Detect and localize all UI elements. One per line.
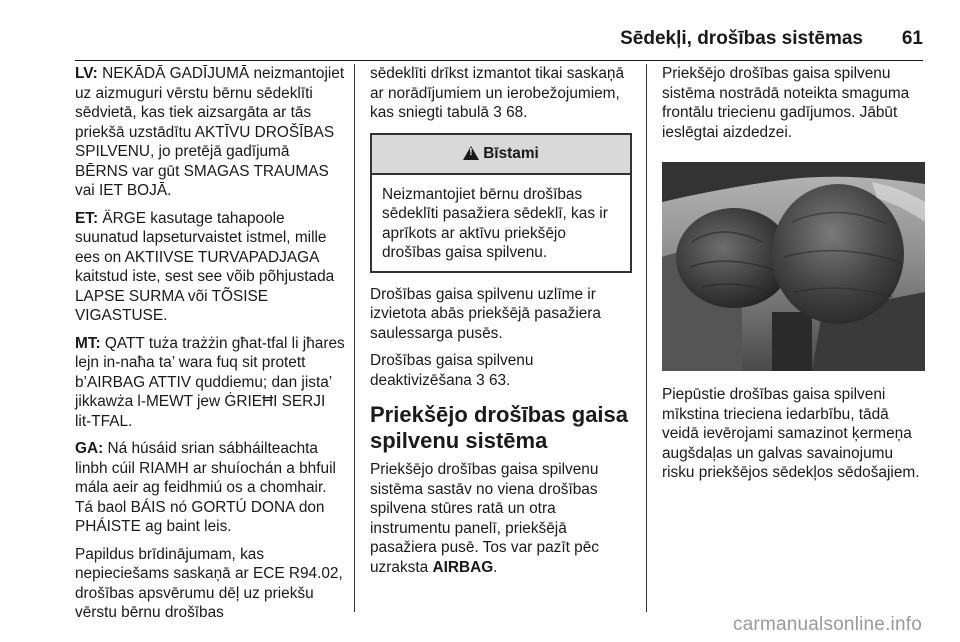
warning-irish — [75, 439, 345, 537]
lang-code-ga: GA: — [75, 440, 104, 457]
column-divider-1 — [354, 64, 355, 612]
danger-box-text: Neizmantojiet bērnu drošības sēdeklīti pasažiera sēdeklī, kas ir aprīkots ar aktīvu priekšējo drošības gaisa spilvenu. — [382, 185, 608, 261]
lang-code-lv: LV: — [75, 65, 98, 82]
table-reference-paragraph — [370, 64, 632, 123]
section-heading: Priekšējo drošības gaisa spilvenu sistēma — [370, 402, 629, 453]
additional-warning-text: Papildus brīdinājumam, kas nepieciešams saskaņā ar ECE R94.02, drošības apsvērumu dēļ uz priekšu vērstu bērnu drošības — [75, 545, 343, 621]
warning-latvian-text: NEKĀDĀ GADĪJUMĀ neizmantojiet uz aizmuguri vērstu bērnu sēdeklīti sēdvietā, kas tiek aizsargāta ar tās priekšā uzstādītu AKTĪVU DROŠĪBAS SPILVENU, jo pretējā gadījumā BĒRNS var gūt SMAGAS TRAUMAS vai IET BOJĀ. — [75, 65, 345, 199]
warning-estonian — [75, 209, 345, 326]
warning-estonian-text: ÄRGE kasutage tahapoole suunatud lapseturvaistet istmel, mille ees on AKTIIVSE TURVAPADJAGA kaitstud iste, sest see võib põhjustada LAPSE SURMA või TÕSISE VIGASTUSE. — [75, 209, 335, 324]
page-ref-arrow-icon: 3 — [493, 104, 502, 121]
front-airbag-description-end: . — [493, 558, 498, 576]
airbag-effect-text: Piepūstie drošības gaisa spilveni mīkstina trieciena iedarbību, tādā veidā ievērojami samazinot ķermeņa augšdaļas un galvas savainojumu risku priekšējos sēdekļos sēdošajiem. — [662, 386, 920, 481]
danger-box-title: Bīstami — [483, 144, 539, 162]
page-ref-link-63[interactable]: 63. — [488, 371, 511, 389]
inflated-airbags-photo — [662, 162, 925, 371]
warning-triangle-icon — [463, 146, 479, 160]
column-divider-2 — [646, 64, 647, 612]
warning-irish-text: Ná húsáid srian sábháilteachta linbh cúil RIAMH ar shuíochán a bhfuil mála aeir ag feidhmiú os a chomhair. Tá baol BÁIS nó GORTÚ DONA don PHÁISTE ag baint leis. — [75, 440, 336, 535]
page-ref-link-68[interactable]: 68. — [506, 104, 528, 121]
column-2 — [370, 64, 632, 585]
page-ref-arrow-icon: 3 — [476, 371, 485, 389]
deactivation-text: Drošības gaisa spilvenu deaktivizēšana — [370, 352, 534, 389]
deactivation-paragraph — [370, 351, 632, 390]
sticker-location-text: Drošības gaisa spilvenu uzlīme ir izvietota abās priekšējā pasažiera saulessarga pusēs. — [370, 285, 601, 342]
front-airbag-description-text: Priekšējo drošības gaisa spilvenu sistēma sastāv no viena drošības spilvena stūres ratā un otra instrumentu panelī, priekšējā pasažiera pusē. Tos var pazīt pēc uzraksta — [370, 461, 599, 576]
airbag-label: AIRBAG — [432, 558, 494, 576]
danger-box — [370, 133, 632, 273]
column-3 — [662, 64, 925, 491]
page-number: 61 — [901, 28, 923, 49]
danger-box-header — [372, 135, 630, 175]
deployment-conditions-text: Priekšējo drošības gaisa spilvenu sistēma nostrādā noteikta smaguma frontālu triecienu gadījumos. Jābūt ieslēgtai aizdedzei. — [662, 65, 910, 141]
page-header — [75, 24, 923, 61]
lang-code-mt: MT: — [75, 334, 101, 352]
table-reference-text: sēdeklīti drīkst izmantot tikai saskaņā ar norādījumiem un ierobežojumiem, kas sniegti tabulā — [370, 65, 625, 121]
page-title: Sēdekļi, drošības sistēmas — [620, 28, 863, 49]
watermark: carmanualsonline.info — [732, 614, 922, 635]
column-1 — [75, 64, 345, 631]
lang-code-et: ET: — [75, 209, 99, 227]
warning-maltese — [75, 334, 345, 432]
front-airbag-description — [370, 460, 632, 577]
warning-latvian — [75, 64, 345, 201]
warning-maltese-text: QATT tuża trażżin għat-tfal li jħares lejn in-naħa ta’ wara fuq sit protett b’AIRBAG ATTIV quddiemu; dan jista’ jikkawża l-MEWT jew ĠRIEĦI SERJI lit-TFAL. — [75, 334, 345, 430]
